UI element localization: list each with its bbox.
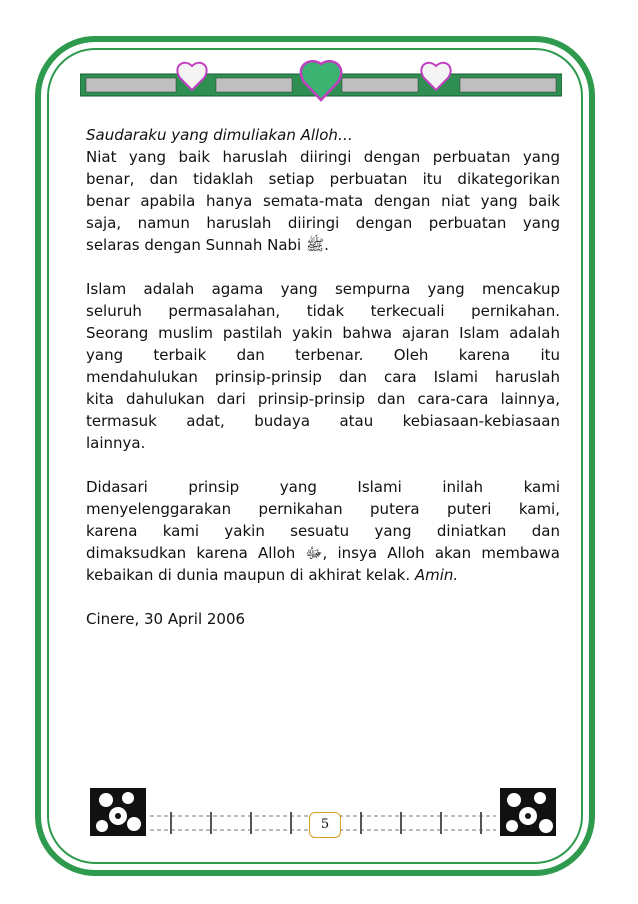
text-line: mendahulukan prinsip-prinsip dan cara Islami haruslah	[86, 368, 560, 386]
text-line: Niat yang baik haruslah diiringi dengan perbuatan yang	[86, 148, 560, 166]
text-line: kita dahulukan dari prinsip-prinsip dan cara-cara lainnya,	[86, 390, 560, 408]
paragraph-3	[86, 476, 560, 586]
text-line: Islam adalah agama yang sempurna yang mencakup	[86, 280, 560, 298]
flower-ornament-right-icon	[500, 788, 556, 836]
text-line: selaras dengan Sunnah Nabi ﷺ.	[86, 236, 329, 254]
text-line: menyelenggarakan pernikahan putera puteri kami,	[86, 500, 560, 518]
text-line: saja, namun haruslah diiringi dengan perbuatan yang	[86, 214, 560, 232]
text-line: Didasari prinsip yang Islami inilah kami	[86, 478, 560, 496]
text-line: benar apabila hanya semata-mata dengan niat yang baik	[86, 192, 560, 210]
page-number: 5	[309, 812, 341, 838]
paragraph-1	[86, 124, 560, 256]
text-line: Seorang muslim pastilah yakin bahwa ajaran Islam adalah	[86, 324, 560, 342]
text-line: lainnya.	[86, 434, 146, 452]
text-line: dimaksudkan karena Alloh ﷻ, insya Alloh akan membawa	[86, 544, 561, 562]
text-line: yang terbaik dan terbenar. Oleh karena itu	[86, 346, 560, 364]
closing-text: kebaikan di dunia maupun di akhirat kelak.	[86, 566, 415, 584]
paragraph-2	[86, 278, 560, 454]
amin-text: Amin.	[414, 566, 459, 584]
greeting: Saudaraku yang dimuliakan Alloh…	[86, 126, 353, 144]
text-line: termasuk adat, budaya atau kebiasaan-kebiasaan	[86, 412, 560, 430]
text-line: karena kami yakin sesuatu yang diniatkan dan	[86, 522, 560, 540]
decorative-heart-banner	[80, 60, 562, 104]
text-line: benar, dan tidaklah setiap perbuatan itu dikategorikan	[86, 170, 560, 188]
flower-ornament-left-icon	[90, 788, 146, 836]
signature-date: Cinere, 30 April 2006	[86, 610, 246, 628]
letter-body	[86, 124, 560, 652]
text-line	[86, 564, 560, 586]
text-line: seluruh permasalahan, tidak terkecuali pernikahan.	[86, 302, 560, 320]
